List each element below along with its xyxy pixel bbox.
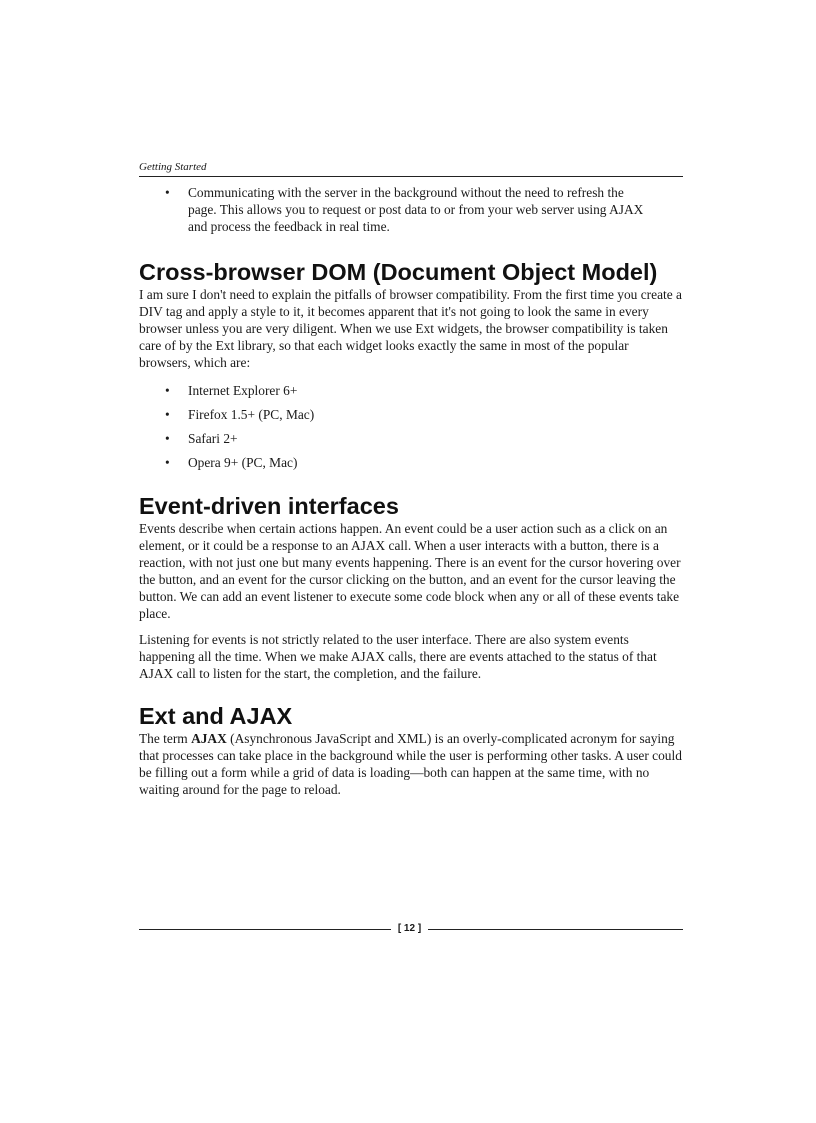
page-number: [ 12 ] — [397, 923, 422, 934]
list-item — [139, 406, 683, 423]
list-item-text: Internet Explorer 6+ — [188, 383, 298, 398]
list-item — [139, 454, 683, 471]
footer-rule-left — [139, 929, 391, 930]
ajax-text-after: (Asynchronous JavaScript and XML) is an overly-complicated acronym for saying that processes can take place in the background while the user is performing other tasks. A user could be filling out a form while a grid of data is loading—both can happen at the same time, with no waiting around for the page to reload. — [139, 731, 682, 797]
list-item — [139, 382, 683, 399]
bullet-icon: • — [165, 455, 170, 470]
dom-paragraph: I am sure I don't need to explain the pitfalls of browser compatibility. From the first time you create a DIV tag and apply a style to it, it becomes apparent that it's not going to look the same in every browser unless you are very diligent. When we use Ext widgets, the browser compatibility is taken care of by the Ext library, so that each widget looks exactly the same in most of the popular browsers, which are: — [139, 287, 682, 370]
section-heading-cross-browser-dom: Cross-browser DOM (Document Object Model) — [139, 259, 658, 285]
bullet-icon: • — [165, 383, 170, 398]
ajax-paragraph — [139, 730, 683, 798]
list-item-text: Firefox 1.5+ (PC, Mac) — [188, 407, 315, 422]
list-item — [139, 184, 648, 235]
ajax-term: AJAX — [191, 731, 227, 746]
list-item-text: Safari 2+ — [188, 431, 238, 446]
list-item — [139, 430, 683, 447]
ajax-text-before: The term — [139, 731, 192, 746]
browser-list — [139, 382, 683, 471]
bullet-icon: • — [165, 431, 170, 446]
intro-bullet-list — [139, 184, 683, 235]
section-heading-ext-and-ajax: Ext and AJAX — [139, 703, 293, 729]
page-footer — [139, 921, 683, 937]
bullet-icon: • — [165, 185, 170, 200]
list-item-text: Opera 9+ (PC, Mac) — [188, 455, 298, 470]
footer-rule-right — [428, 929, 683, 930]
events-paragraph-2: Listening for events is not strictly related to the user interface. There are also system events happening all the time. When we make AJAX calls, there are events attached to the status of that AJAX call to listen for the start, the completion, and the failure. — [139, 632, 657, 681]
list-item-text: Communicating with the server in the background without the need to refresh the page. This allows you to request or post data to or from your web server using AJAX and process the feedback in real time. — [188, 185, 644, 234]
events-paragraph-1: Events describe when certain actions happen. An event could be a user action such as a click on an element, or it could be a response to an AJAX call. When a user interacts with a button, there is a reaction, with not just one but many events happening. There is an event for the cursor hovering over the button, and an event for the cursor clicking on the button, and an event for the cursor leaving the button. We can add an event listener to execute some code block when any or all of these events take place. — [139, 521, 681, 621]
bullet-icon: • — [165, 407, 170, 422]
running-header: Getting Started — [139, 160, 683, 177]
section-heading-event-driven-interfaces: Event-driven interfaces — [139, 493, 399, 519]
book-page — [139, 0, 683, 1123]
page-content — [139, 184, 683, 798]
